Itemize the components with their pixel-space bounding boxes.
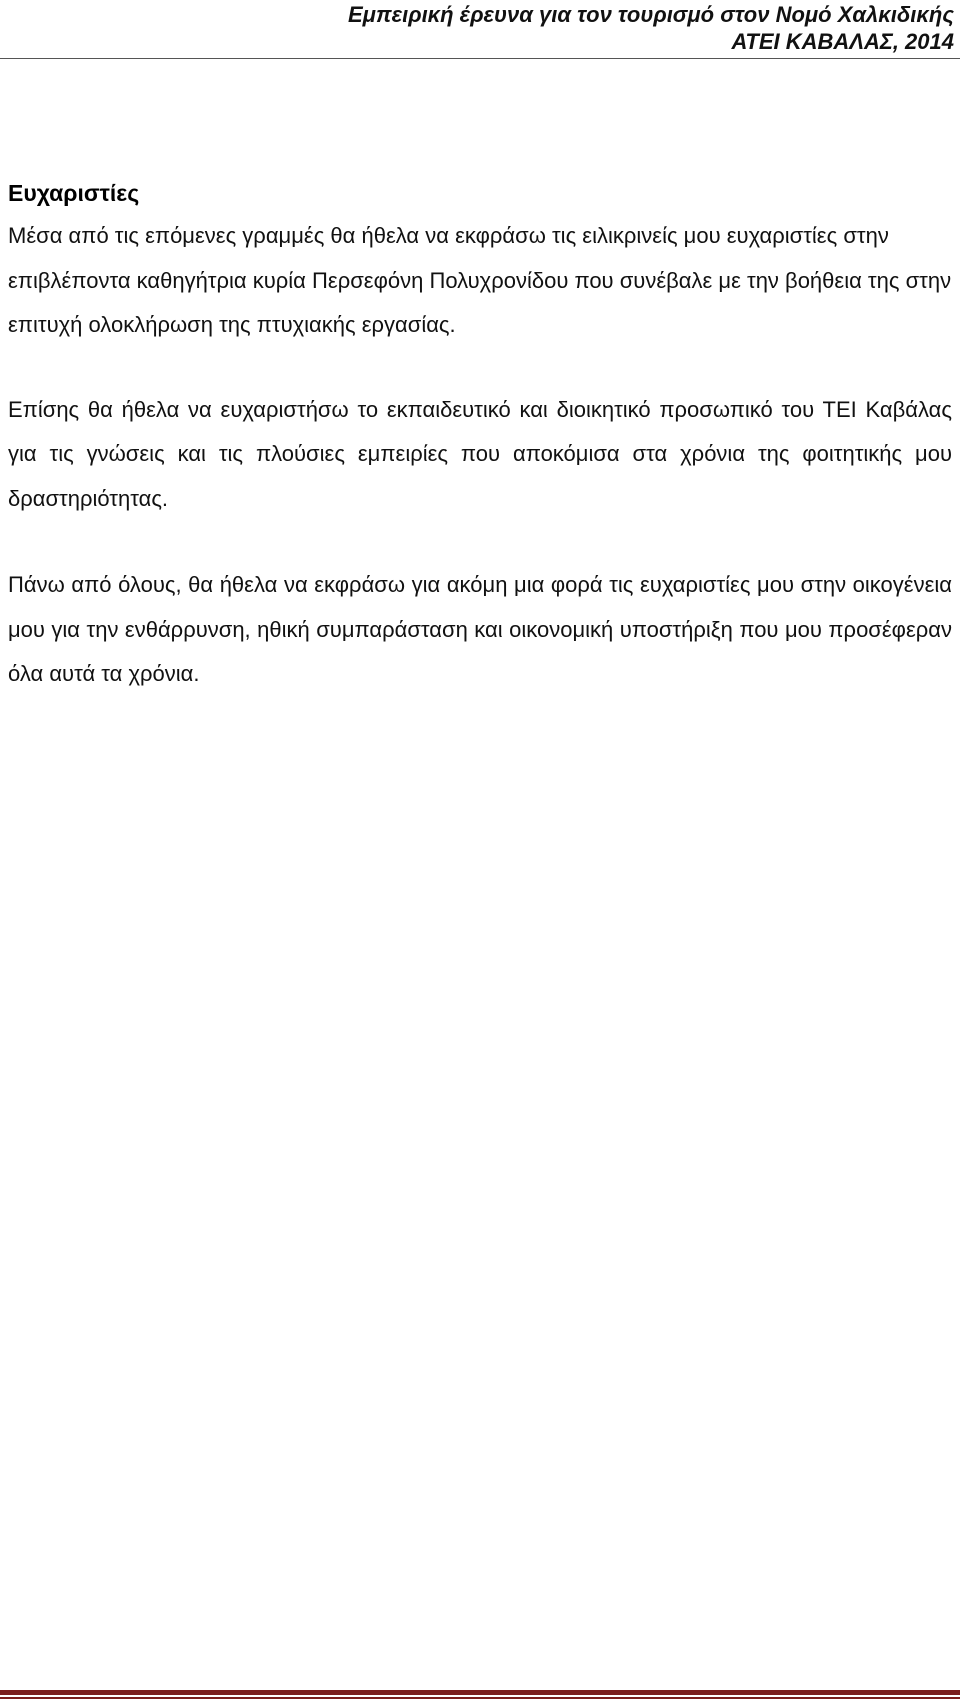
- header-institution: ΑΤΕΙ ΚΑΒΑΛΑΣ, 2014: [731, 29, 954, 54]
- paragraph-supervisor-thanks: Μέσα από τις επόμενες γραμμές θα ήθελα να εκφράσω τις ειλικρινείς μου ευχαριστίες στην επιβλέποντα καθηγήτρια κυρία Περσεφόνη Πολυχρονίδου που συνέβαλε με την βοήθεια της στην επιτυχή ολοκλήρωση της πτυχιακής εργασίας.: [8, 223, 952, 337]
- paragraph-staff-thanks: Επίσης θα ήθελα να ευχαριστήσω το εκπαιδευτικό και διοικητικό προσωπικό του ΤΕΙ Καβάλας για τις γνώσεις και τις πλούσιες εμπειρίες που αποκόμισα στα χρόνια της φοιτητικής μου δραστηριότητας.: [8, 396, 952, 511]
- header-title: Εμπειρική έρευνα για τον τουρισμό στον Νομό Χαλκιδικής: [348, 2, 954, 27]
- page-header: [0, 0, 960, 59]
- acknowledgements-section: [8, 172, 952, 697]
- footer-rule-thick: [0, 1690, 960, 1695]
- footer-rule-thin: [0, 1697, 960, 1699]
- section-title: Ευχαριστίες: [8, 180, 140, 206]
- paragraph-family-thanks: Πάνω από όλους, θα ήθελα να εκφράσω για ακόμη μια φορά τις ευχαριστίες μου στην οικογένεια μου για την ενθάρρυνση, ηθική συμπαράσταση και οικονομική υποστήριξη που μου προσέφεραν όλα αυτά τα χρόνια.: [8, 572, 952, 686]
- footer-rule: [0, 1690, 960, 1700]
